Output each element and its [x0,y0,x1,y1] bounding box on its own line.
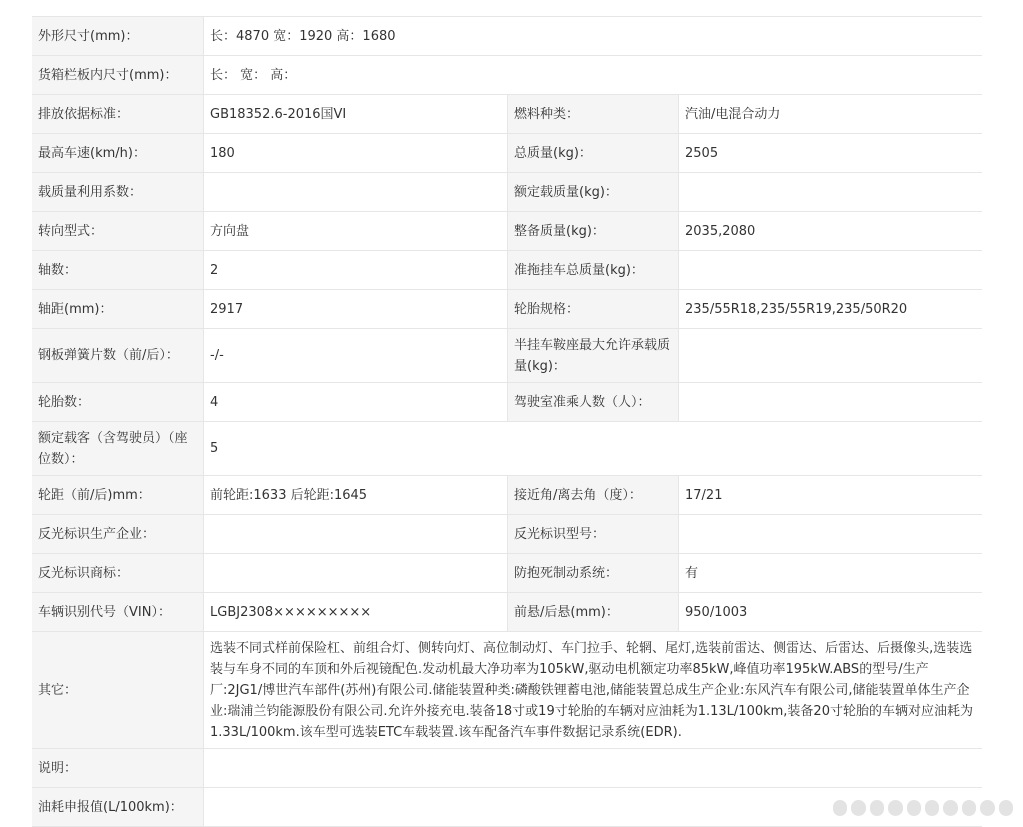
row-value: 方向盘 [203,212,507,250]
row-label: 最高车速(km/h)： [32,134,203,172]
row-label-2: 防抱死制动系统： [507,554,678,592]
row-value: 前轮距:1633 后轮距:1645 [203,476,507,514]
row-value-2 [678,251,982,289]
row-label: 反光标识生产企业： [32,515,203,553]
table-row [32,382,982,421]
row-value: 2 [203,251,507,289]
table-row [32,211,982,250]
row-label: 钢板弹簧片数（前/后）： [32,329,203,382]
row-value: 5 [203,422,982,475]
row-label: 轮距（前/后)mm： [32,476,203,514]
table-row [32,16,982,55]
row-value: GB18352.6-2016国VI [203,95,507,133]
vehicle-spec-table [32,16,982,827]
table-row [32,514,982,553]
row-value-2: 有 [678,554,982,592]
row-label: 排放依据标准： [32,95,203,133]
row-label-2: 半挂车鞍座最大允许承载质量(kg)： [507,329,678,382]
table-row [32,421,982,475]
row-label-2: 驾驶室准乘人数（人）： [507,383,678,421]
row-label: 转向型式： [32,212,203,250]
row-value: -/- [203,329,507,382]
row-value [203,554,507,592]
row-value: 长： 宽： 高： [203,56,982,94]
table-row [32,475,982,514]
row-value-2: 17/21 [678,476,982,514]
row-value-2: 汽油/电混合动力 [678,95,982,133]
row-value-2: 235/55R18,235/55R19,235/50R20 [678,290,982,328]
row-label-2: 接近角/离去角（度）： [507,476,678,514]
row-label: 载质量利用系数： [32,173,203,211]
row-label: 额定载客（含驾驶员）（座位数）： [32,422,203,475]
row-value-2 [678,329,982,382]
table-row [32,553,982,592]
row-label: 油耗申报值(L/100km)： [32,788,203,826]
row-label: 说明： [32,749,203,787]
table-row [32,631,982,748]
row-label: 反光标识商标： [32,554,203,592]
row-value-notes: 选装不同式样前保险杠、前组合灯、侧转向灯、高位制动灯、车门拉手、轮辋、尾灯,选装前雷达、侧雷达、后雷达、后摄像头,选装选装与车身不同的车顶和外后视镜配色.发动机最大净功率为105kW,驱动电机额定功率85kW,峰值功率195kW.ABS的型号/生产厂:2JG1/博世汽车部件(苏州)有限公司.储能装置种类:磷酸铁锂蓄电池,储能装置总成生产企业:东风汽车有限公司,储能装置单体生产企业:瑞浦兰钧能源股份有限公司.允许外接充电.装备18寸或19寸轮胎的车辆对应油耗为1.13L/100km,装备20寸轮胎的车辆对应油耗为1.33L/100km.该车型可选装ETC车载装置.该车配备汽车事件数据记录系统(EDR). [203,632,982,748]
row-value-2: 2505 [678,134,982,172]
row-value-2: 950/1003 [678,593,982,631]
row-label: 轴距(mm)： [32,290,203,328]
row-value: LGBJ2308××××××××× [203,593,507,631]
row-label-2: 额定载质量(kg)： [507,173,678,211]
table-row [32,55,982,94]
row-label: 货箱栏板内尺寸(mm)： [32,56,203,94]
row-label-2: 轮胎规格： [507,290,678,328]
row-value [203,749,982,787]
row-label-2: 燃料种类： [507,95,678,133]
table-row [32,250,982,289]
table-row [32,592,982,631]
row-label-2: 反光标识型号： [507,515,678,553]
row-value-2 [678,173,982,211]
row-value: 4 [203,383,507,421]
row-label: 轮胎数： [32,383,203,421]
row-value [203,173,507,211]
table-row [32,289,982,328]
table-row [32,172,982,211]
row-value-2 [678,515,982,553]
row-value-2 [678,383,982,421]
row-value: 长：4870 宽：1920 高：1680 [203,17,982,55]
row-value [203,515,507,553]
row-label-2: 前悬/后悬(mm)： [507,593,678,631]
table-row [32,94,982,133]
row-value-2: 2035,2080 [678,212,982,250]
row-label: 外形尺寸(mm)： [32,17,203,55]
row-label: 轴数： [32,251,203,289]
row-label: 车辆识别代号（VIN）： [32,593,203,631]
row-label-2: 整备质量(kg)： [507,212,678,250]
table-row [32,748,982,787]
row-label-2: 总质量(kg)： [507,134,678,172]
table-row [32,328,982,382]
row-value: 2917 [203,290,507,328]
table-row [32,133,982,172]
watermark-icon [833,800,1013,816]
row-value: 180 [203,134,507,172]
row-label: 其它： [32,632,203,748]
row-label-2: 准拖挂车总质量(kg)： [507,251,678,289]
